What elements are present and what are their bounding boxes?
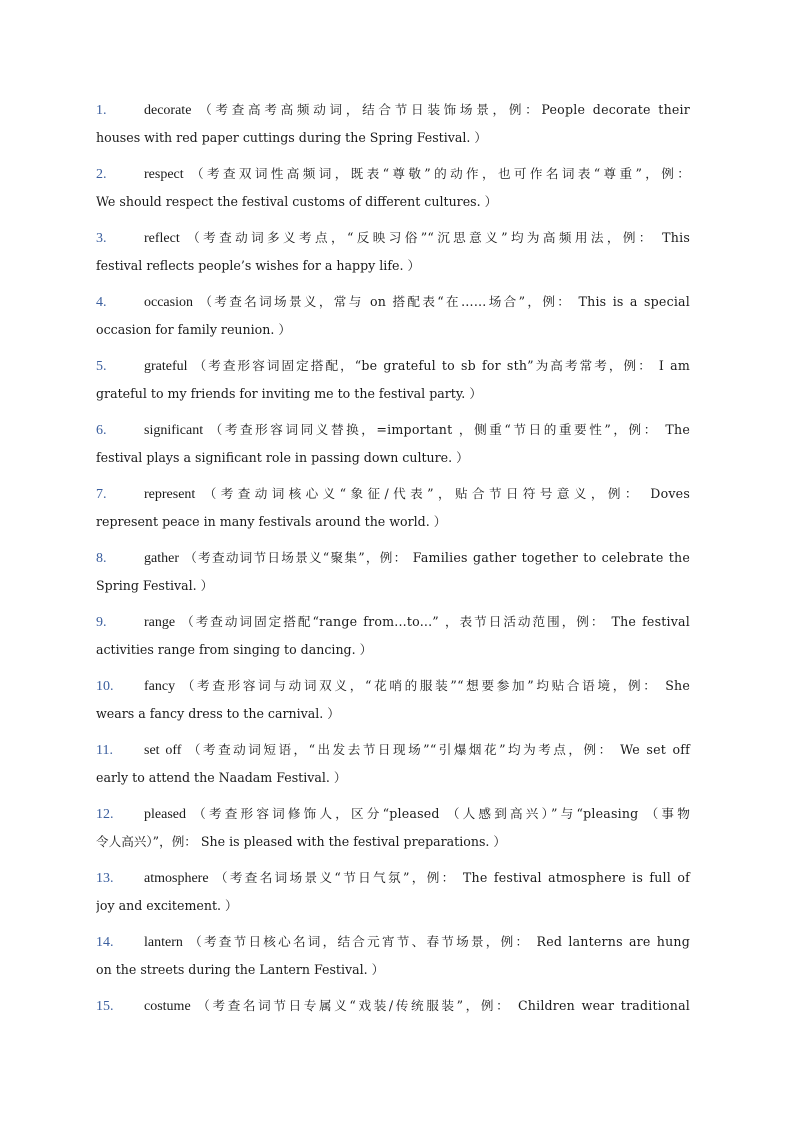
item-number: 4. — [96, 295, 107, 310]
vocab-note: （考查形容词同义替换，=important ，侧重“节日的重要性”，例： The — [209, 422, 690, 437]
item-line-1 — [96, 544, 696, 572]
list-item — [96, 288, 696, 352]
vocab-note: （考查动词短语，“出发去节日现场”“引爆烟花”均为考点，例： We set off — [187, 742, 690, 757]
item-line-2: joy and excitement. ） — [96, 898, 238, 913]
list-item — [96, 864, 696, 928]
list-item — [96, 672, 696, 736]
list-item — [96, 992, 696, 1056]
vocab-word: atmosphere — [144, 871, 209, 886]
item-number: 13. — [96, 871, 114, 886]
list-item — [96, 928, 696, 992]
item-line-1 — [96, 800, 696, 828]
item-number: 5. — [96, 359, 107, 374]
list-item — [96, 480, 696, 544]
item-line-1 — [96, 96, 696, 124]
vocab-word: fancy — [144, 679, 176, 694]
item-number: 9. — [96, 615, 107, 630]
vocab-word: pleased — [144, 807, 186, 822]
item-line-1 — [96, 224, 696, 252]
item-number: 14. — [96, 935, 114, 950]
item-number: 6. — [96, 423, 107, 438]
vocab-note: （考查高考高频动词，结合节日装饰场景，例：People decorate their — [199, 102, 690, 117]
vocab-word: reflect — [144, 231, 180, 246]
item-line-2: Spring Festival. ） — [96, 578, 214, 593]
vocab-word: occasion — [144, 295, 193, 310]
list-item — [96, 352, 696, 416]
item-number: 3. — [96, 231, 107, 246]
vocab-note: （考查动词节日场景义“聚集”，例： Families gather together to celebrate the — [184, 550, 690, 565]
vocab-note: （考查动词核心义“象征/代表”，贴合节日符号意义，例： Doves — [203, 486, 690, 501]
item-line-1 — [96, 608, 696, 636]
list-item — [96, 544, 696, 608]
item-line-2: festival plays a significant role in passing down culture. ） — [96, 450, 469, 465]
vocab-note: （考查形容词与动词双义，“花哨的服装”“想要参加”均贴合语境，例： She — [181, 678, 690, 693]
vocab-word: lantern — [144, 935, 183, 950]
item-line-2: 令人高兴）”，例： She is pleased with the festival preparations. ） — [96, 834, 507, 849]
item-line-1 — [96, 992, 696, 1020]
item-number: 15. — [96, 999, 114, 1014]
list-item — [96, 736, 696, 800]
list-item — [96, 800, 696, 864]
item-line-2: wears a fancy dress to the carnival. ） — [96, 706, 340, 721]
item-line-1 — [96, 480, 696, 508]
vocab-word: range — [144, 615, 176, 630]
item-number: 1. — [96, 103, 107, 118]
vocab-note: （考查形容词固定搭配，“be grateful to sb for sth”为高考常考，例： I am — [193, 358, 690, 373]
vocab-word: gather — [144, 551, 179, 566]
item-line-1 — [96, 672, 696, 700]
list-item — [96, 96, 696, 160]
item-line-1 — [96, 928, 696, 956]
item-line-1 — [96, 352, 696, 380]
vocab-note: （考查节日核心名词，结合元宵节、春节场景，例： Red lanterns are hung — [189, 934, 690, 949]
vocab-word: decorate — [144, 103, 192, 118]
item-line-2: represent peace in many festivals around the world. ） — [96, 514, 447, 529]
item-line-2: houses with red paper cuttings during the Spring Festival. ） — [96, 130, 488, 145]
item-number: 10. — [96, 679, 114, 694]
item-line-1 — [96, 864, 696, 892]
list-item — [96, 608, 696, 672]
item-number: 11. — [96, 743, 113, 758]
vocab-word: grateful — [144, 359, 188, 374]
item-line-2: activities range from singing to dancing. ） — [96, 642, 373, 657]
item-line-2: occasion for family reunion. ） — [96, 322, 291, 337]
item-line-2: festival reflects people’s wishes for a happy life. ） — [96, 258, 421, 273]
vocab-note: （考查名词节日专属义“戏装/传统服装”，例： Children wear traditional — [197, 998, 690, 1013]
item-line-2: early to attend the Naadam Festival. ） — [96, 770, 347, 785]
vocab-note: （考查名词场景义，常与 on 搭配表“在……场合”，例： This is a special — [199, 294, 690, 309]
item-number: 2. — [96, 167, 107, 182]
item-number: 12. — [96, 807, 114, 822]
vocab-note: （考查名词场景义“节日气氛”，例： The festival atmosphere is full of — [214, 870, 690, 885]
item-line-1 — [96, 160, 696, 188]
vocab-note: （考查动词多义考点，“反映习俗”“沉思意义”均为高频用法，例： This — [187, 230, 690, 245]
list-item — [96, 416, 696, 480]
item-line-1 — [96, 736, 696, 764]
item-line-2 — [96, 1020, 696, 1048]
item-number: 8. — [96, 551, 107, 566]
vocab-word: set off — [144, 743, 182, 758]
vocab-note: （考查形容词修饰人，区分“pleased （人感到高兴）”与“pleasing （事物 — [193, 806, 690, 821]
vocab-note: （考查动词固定搭配“range from...to...” ，表节日活动范围，例： The festival — [181, 614, 690, 629]
vocab-note: （考查双词性高频词，既表“尊敬”的动作，也可作名词表“尊重”，例： — [191, 166, 690, 181]
vocab-word: represent — [144, 487, 196, 502]
vocab-word: respect — [144, 167, 184, 182]
vocab-word: significant — [144, 423, 204, 438]
item-line-1 — [96, 288, 696, 316]
item-line-2: We should respect the festival customs of different cultures. ） — [96, 194, 498, 209]
list-item — [96, 224, 696, 288]
list-item — [96, 160, 696, 224]
vocab-word: costume — [144, 999, 191, 1014]
item-line-1 — [96, 416, 696, 444]
item-line-2: on the streets during the Lantern Festival. ） — [96, 962, 385, 977]
vocabulary-list — [96, 96, 696, 1056]
item-line-2: grateful to my friends for inviting me to the festival party. ） — [96, 386, 482, 401]
item-number: 7. — [96, 487, 107, 502]
